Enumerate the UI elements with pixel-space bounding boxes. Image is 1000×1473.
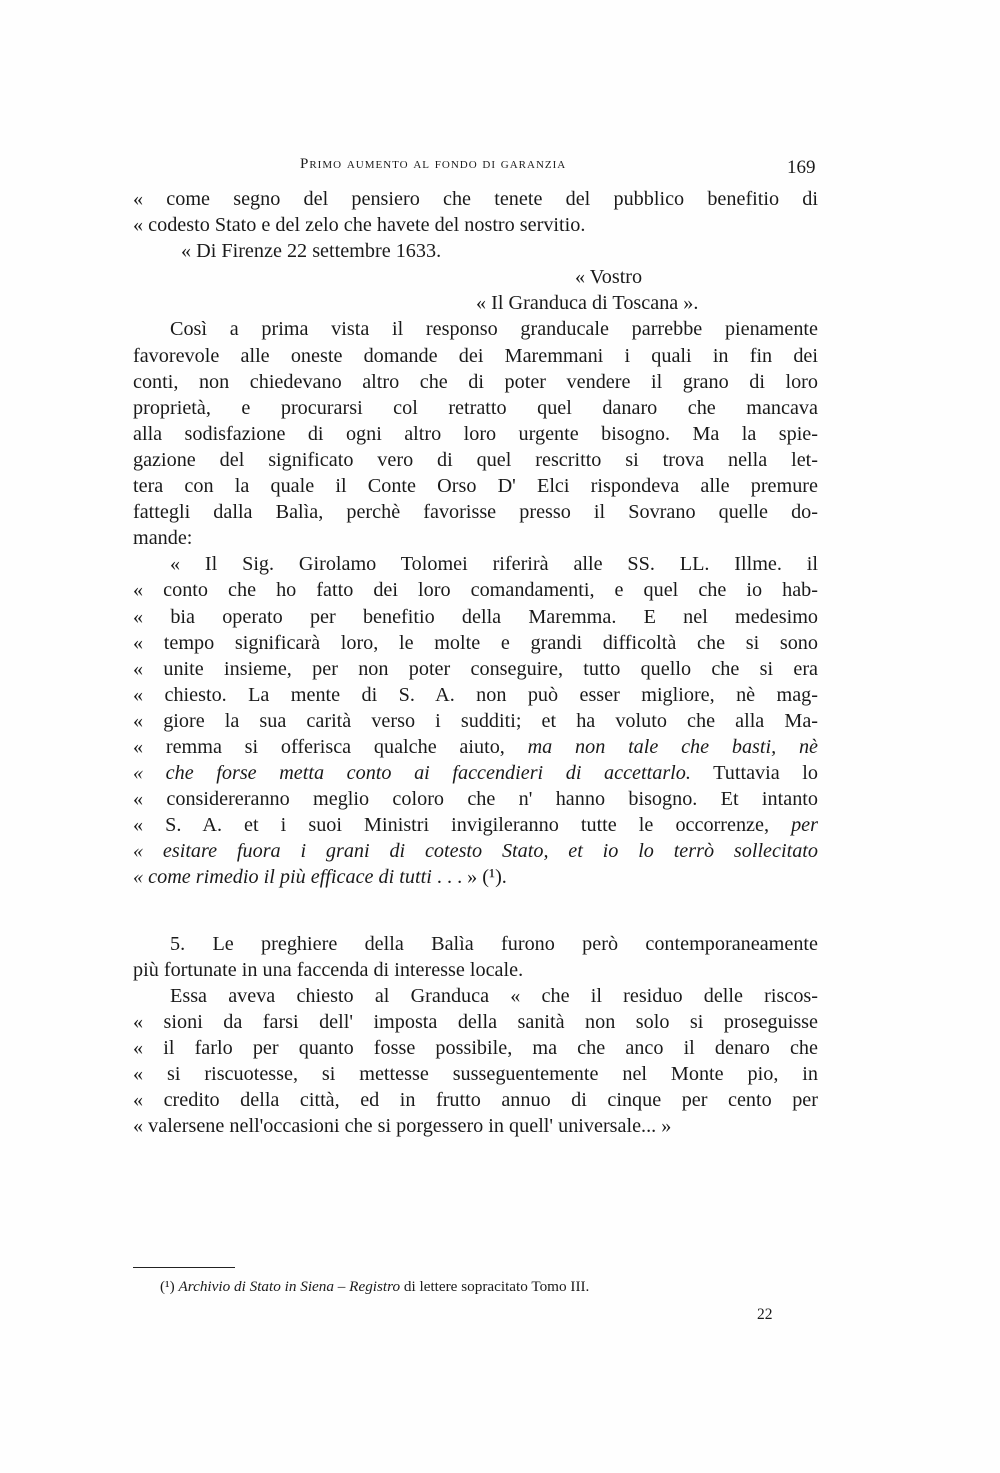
footnote-dash: – [333, 1278, 350, 1295]
text-line: conti, non chiedevano altro che di poter vendere il grano di loro [133, 370, 818, 393]
quote-line: « giore la sua carità verso i sudditi; et ha voluto che alla Ma- [133, 709, 818, 732]
quote-italic: per [791, 814, 818, 837]
quote-line: « credito della città, ed in frutto annuo di cinque per cento per [133, 1089, 818, 1112]
quote-line: « tempo significarà loro, le molte e grandi difficoltà che si sono [133, 631, 818, 654]
quote-line: « sioni da farsi dell' imposta della sanità non solo si proseguisse [133, 1010, 818, 1033]
letter-signature: « Il Granduca di Toscana ». [476, 292, 699, 315]
signature-mark: 22 [757, 1306, 773, 1323]
letter-closing: « Vostro [575, 266, 643, 289]
running-title: Primo aumento al fondo di garanzia [300, 156, 567, 172]
footnote-register: Registro [349, 1278, 401, 1295]
quote-text: « S. A. et i suoi Ministri invigileranno tutte le occorrenze, [133, 814, 792, 837]
footnote-reference: . . . » (¹). [431, 866, 507, 889]
footnote [160, 1278, 589, 1296]
text-line: « come segno del pensiero che tenete del pubblico benefitio di [133, 188, 818, 210]
quote-line: « chiesto. La mente di S. A. non può esser migliore, nè mag- [133, 683, 818, 706]
quote-line: « unite insieme, per non poter conseguire, tutto quello che si era [133, 657, 818, 680]
quote-text: « remma si offerisca qualche aiuto, [133, 735, 528, 758]
text-line: fattegli dalla Balìa, perchè favorisse presso il Sovrano quelle do- [133, 501, 818, 524]
section-gap [133, 891, 818, 931]
text-line: alla sodisfazione di ogni altro loro urgente bisogno. Ma la spie- [133, 422, 818, 445]
footnote-source: Archivio di Stato in Siena [178, 1278, 334, 1295]
section-5-line: 5. Le preghiere della Balìa furono però contemporaneamente [170, 932, 818, 955]
text-line: proprietà, e procurarsi col retratto quel danaro che mancava [133, 396, 818, 419]
quote-line: « Il Sig. Girolamo Tolomei riferirà alle SS. LL. Illme. il [170, 553, 818, 576]
text-line: gazione del significato vero di quel rescritto si trova nella let- [133, 448, 818, 471]
quote-italic: « esitare fuora i grani di cotesto Stato, et io lo terrò sollecitato [133, 840, 818, 863]
quote-italic: « come rimedio il più efficace di tutti [133, 866, 432, 889]
footnote-rule [133, 1267, 235, 1268]
footnote-rest: di lettere sopracitato Tomo III. [400, 1278, 590, 1295]
letter-date: « Di Firenze 22 settembre 1633. [181, 240, 442, 263]
text-line: « codesto Stato e del zelo che havete del nostro servitio. [133, 214, 586, 237]
text-line: Essa aveva chiesto al Granduca « che il residuo delle riscos- [170, 984, 818, 1007]
text-line: favorevole alle oneste domande dei Maremmani i quali in fin dei [133, 344, 818, 367]
quote-italic: ma non tale che basti, nè [527, 735, 818, 758]
quote-line: « considereranno meglio coloro che n' hanno bisogno. Et intanto [133, 788, 818, 811]
text-line: Così a prima vista il responso granducale parrebbe pienamente [170, 318, 818, 341]
quote-line: « si riscuotesse, si mettesse susseguentemente nel Monte pio, in [133, 1063, 818, 1085]
quote-line [133, 838, 818, 864]
quote-line [133, 734, 818, 760]
quote-line [133, 864, 818, 890]
quote-italic: « che forse metta conto ai faccendieri di accettarlo. [133, 762, 691, 785]
quote-text: Tuttavia lo [690, 762, 818, 785]
quote-line: « conto che ho fatto dei loro comandamenti, e quel che io hab- [133, 579, 818, 602]
text-line: tera con la quale il Conte Orso D' Elci rispondeva alle premure [133, 475, 818, 498]
body-text [133, 186, 818, 1139]
quote-line [133, 760, 818, 786]
footnote-marker: (¹) [160, 1278, 175, 1295]
quote-line: « il farlo per quanto fosse possibile, ma che anco il denaro che [133, 1036, 818, 1059]
page-number: 169 [787, 157, 816, 178]
quote-line [133, 812, 818, 838]
text-line: mande: [133, 527, 193, 550]
quote-line: « bia operato per benefitio della Maremma. E nel medesimo [133, 605, 818, 628]
quote-line: « valersene nell'occasioni che si porgessero in quell' universale... » [133, 1115, 672, 1138]
text-line: più fortunate in una faccenda di interesse locale. [133, 958, 524, 981]
